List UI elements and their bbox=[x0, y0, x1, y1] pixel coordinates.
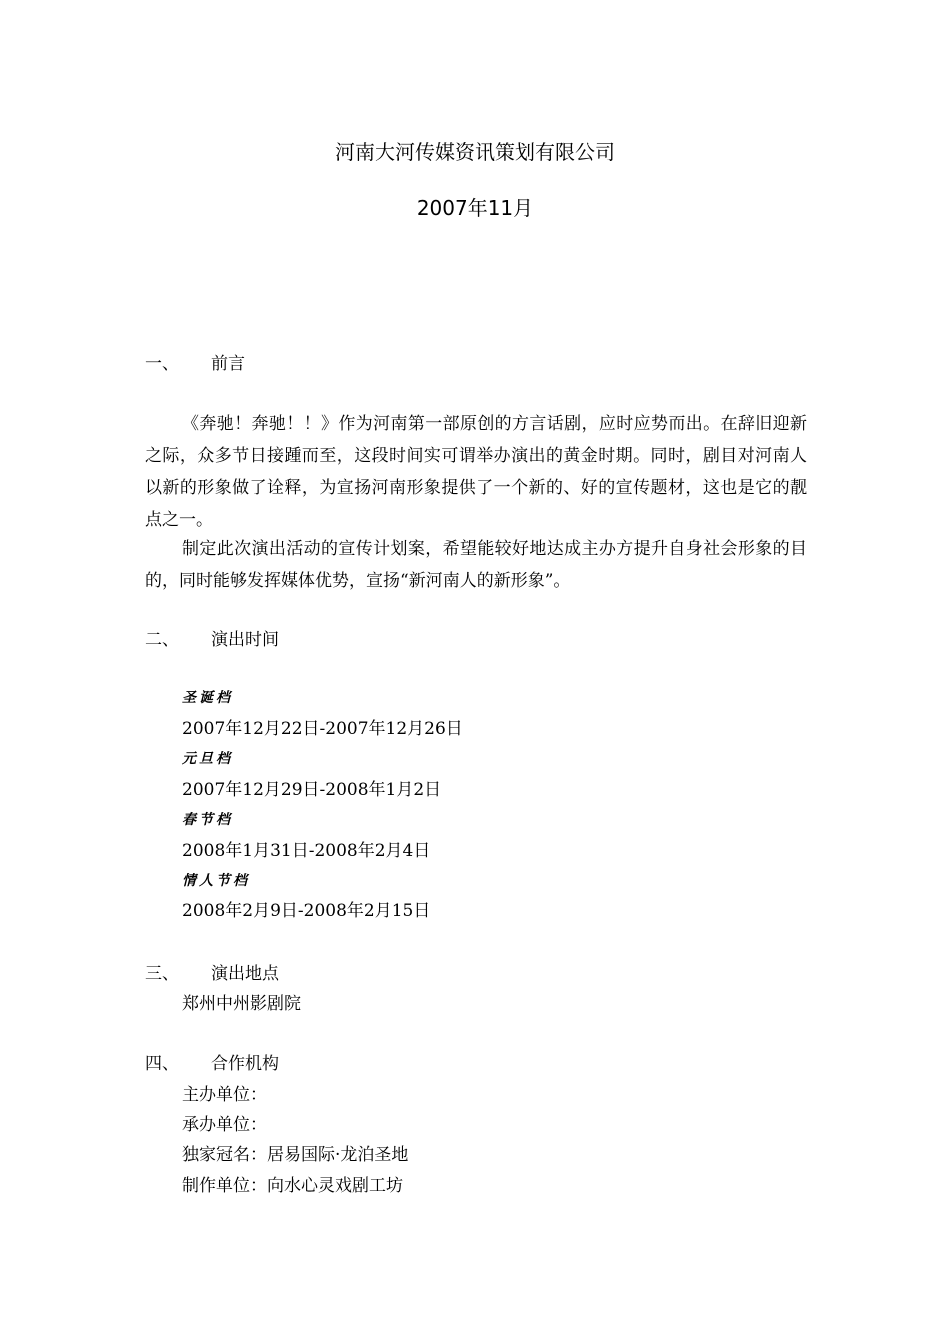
section-heading-venue bbox=[145, 962, 279, 986]
period-name-christmas: 圣诞档 bbox=[182, 690, 233, 706]
period-dates-valentines: 2008年2月9日-2008年2月15日 bbox=[182, 901, 431, 921]
period-dates-christmas: 2007年12月22日-2007年12月26日 bbox=[182, 719, 463, 739]
document-date: 2007年11月 bbox=[416, 196, 534, 220]
section-heading-schedule bbox=[145, 628, 279, 652]
section-title: 前言 bbox=[211, 354, 245, 374]
partner-co-organizer: 承办单位： bbox=[182, 1115, 267, 1135]
partner-title-sponsor: 独家冠名：居易国际·龙泊圣地 bbox=[182, 1145, 409, 1165]
partner-organizer: 主办单位： bbox=[182, 1085, 267, 1105]
section-number: 三、 bbox=[145, 964, 179, 984]
period-name-new-year: 元旦档 bbox=[182, 751, 233, 767]
period-dates-new-year: 2007年12月29日-2008年1月2日 bbox=[182, 780, 442, 800]
preface-paragraph-1: 《奔驰！奔驰！！》作为河南第一部原创的方言话剧，应时应势而出。在辞旧迎新之际，众多节日接踵而至，这段时间实可谓举办演出的黄金时期。同时，剧目对河南人以新的形象做了诠释，为宣扬河南形象提供了一个新的、好的宣传题材，这也是它的靓点之一。 bbox=[145, 414, 807, 530]
section-heading-partners bbox=[145, 1052, 279, 1076]
period-name-spring-festival: 春节档 bbox=[182, 812, 233, 828]
section-title: 演出地点 bbox=[211, 964, 279, 984]
section-title: 合作机构 bbox=[211, 1054, 279, 1074]
section-number: 二、 bbox=[145, 630, 179, 650]
section-heading-preface bbox=[145, 352, 245, 376]
venue-place: 郑州中州影剧院 bbox=[182, 994, 301, 1014]
period-name-valentines: 情人节档 bbox=[182, 873, 250, 889]
partner-producer: 制作单位：向水心灵戏剧工坊 bbox=[182, 1176, 403, 1196]
section-title: 演出时间 bbox=[211, 630, 279, 650]
period-dates-spring-festival: 2008年1月31日-2008年2月4日 bbox=[182, 841, 431, 861]
section-number: 四、 bbox=[145, 1054, 179, 1074]
preface-paragraph-2: 制定此次演出活动的宣传计划案，希望能较好地达成主办方提升自身社会形象的目的，同时能够发挥媒体优势，宣扬“新河南人的新形象”。 bbox=[145, 539, 807, 591]
company-name: 河南大河传媒资讯策划有限公司 bbox=[335, 140, 615, 164]
section-number: 一、 bbox=[145, 354, 179, 374]
